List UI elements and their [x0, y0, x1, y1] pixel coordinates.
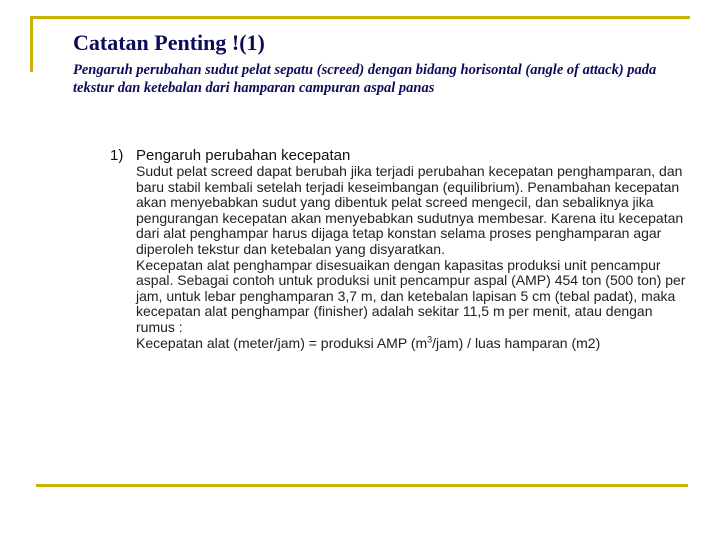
- list-item-title: Pengaruh perubahan kecepatan: [136, 147, 351, 164]
- formula-text-start: Kecepatan alat (meter/jam) = produksi AMP (m: [136, 334, 428, 351]
- list-item-body: [136, 164, 686, 351]
- top-accent-rule: [30, 16, 690, 19]
- bottom-accent-rule: [36, 484, 688, 487]
- paragraph-paver-speed-example: Kecepatan alat penghampar disesuaikan dengan kapasitas produksi unit pencampur aspal. Sebagai contoh untuk produksi unit pencampur aspal (AMP) 454 ton (500 ton) per jam, untuk lebar penghamparan 3,7 m, dan ketebalan lapisan 5 cm (tebal padat), maka kecepatan alat penghampar (finisher) adalah sekitar 11,5 m per menit, atau dengan rumus :: [136, 256, 686, 335]
- formula-superscript: 3: [427, 333, 433, 344]
- paragraph-speed-effect: Sudut pelat screed dapat berubah jika terjadi perubahan kecepatan penghamparan, dan baru stabil kembali setelah terjadi keseimbangan (equilibrium). Penambahan kecepatan akan menyebabkan sudut yang dibentuk pelat screed mengecil, dan sebaliknya jika pengurangan kecepatan akan menyebabkan sudutnya membesar. Karena itu kecepatan dari alat penghampar harus dijaga tetap konstan selama proses penghamparan agar diperoleh tekstur dan ketebalan yang disyaratkan.: [136, 163, 684, 257]
- slide-subtitle: Pengaruh perubahan sudut pelat sepatu (screed) dengan bidang horisontal (angle of attack) pada tekstur dan ketebalan dari hamparan campuran aspal panas: [73, 62, 657, 96]
- list-item-number: 1): [110, 147, 124, 164]
- left-accent-rule: [30, 16, 33, 72]
- list-item-heading: [110, 147, 350, 164]
- slide-title: Catatan Penting !(1): [73, 30, 265, 55]
- formula-text-end: /jam) / luas hamparan (m2): [432, 334, 601, 351]
- formula-line: [136, 333, 686, 352]
